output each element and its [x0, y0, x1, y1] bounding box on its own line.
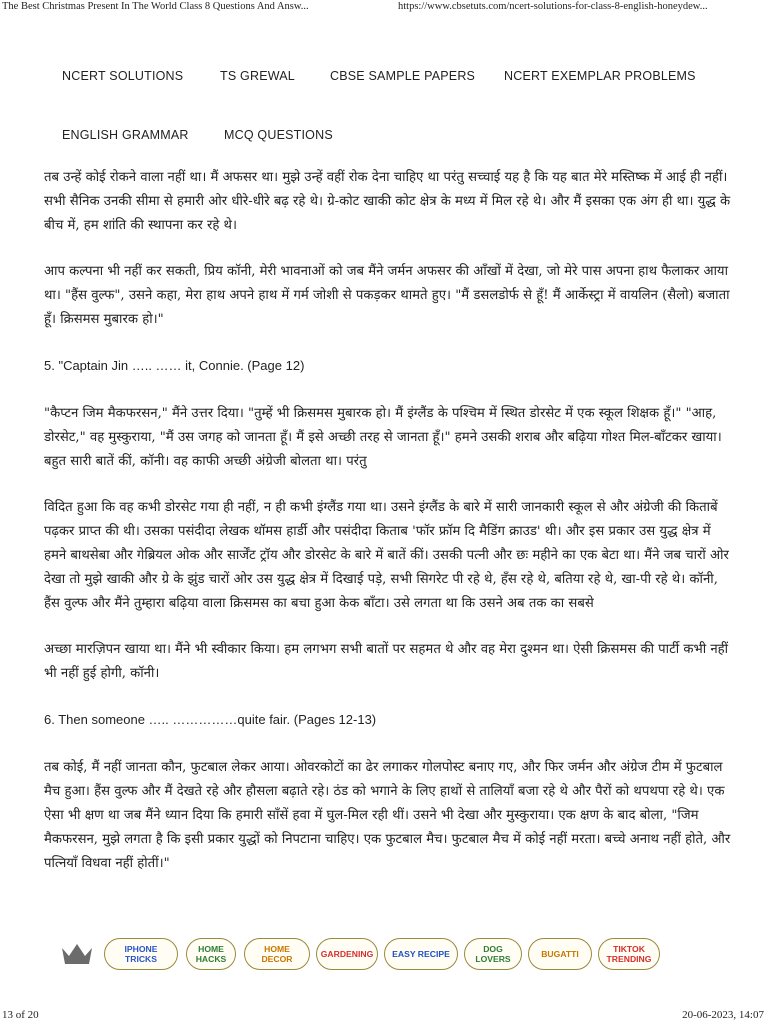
chip-bugatti[interactable]: [528, 938, 592, 970]
print-date: 20-06-2023, 14:07: [682, 1009, 764, 1021]
chip-gardening[interactable]: [316, 938, 378, 970]
chip-home-decor[interactable]: [244, 938, 310, 970]
print-footer: [0, 1008, 768, 1024]
chip-label: IPHONE TRICKS: [124, 944, 158, 964]
chip-home-hacks[interactable]: [186, 938, 236, 970]
nav-mcq-questions[interactable]: MCQ QUESTIONS: [224, 128, 333, 142]
nav-english-grammar[interactable]: ENGLISH GRAMMAR: [62, 128, 189, 142]
document-url: https://www.cbsetuts.com/ncert-solutions-for-class-8-english-honeydew...: [398, 1, 708, 12]
nav-ncert-solutions[interactable]: NCERT SOLUTIONS: [62, 69, 184, 83]
chip-label: DOG LOVERS: [475, 944, 511, 964]
chip-label: BUGATTI: [541, 949, 579, 959]
paragraph: तब उन्हें कोई रोकने वाला नहीं था। मैं अफसर था। मुझे उन्हें वहीं रोक देना चाहिए था परंतु सच्चाई यह है कि यह बात मेरे मस्तिष्क में आई ही नहीं। सभी सैनिक उनकी सीमा से हमारी ओर धीरे-धीरे बढ़ रहे थे। ग्रे-कोट खाकी कोट क्षेत्र के मध्य में मिल रहे थे। और मैं इसका एक अंग ही था। युद्ध के बीच में, हम शांति की स्थापना कर रहे थे।: [44, 170, 731, 233]
paragraph: विदित हुआ कि वह कभी डोरसेट गया ही नहीं, न ही कभी इंग्लैंड गया था। उसने इंग्लैंड के बारे में सारी जानकारी स्कूल से और अंग्रेजी की किताबें पढ़कर प्राप्त की थी। उसका पसंदीदा लेखक थॉमस हार्डी और पसंदीदा किताब 'फॉर फ्रॉम दि मैडिंग क्राउड' थी। और इस प्रकार उस युद्ध क्षेत्र में हमने बाथसेबा और गेब्रियल ओक और सार्जेंट ट्रॉय और डोरसेट के बारे में बातें कीं। उसकी पत्नी और छः महीने का एक बेटा था। मैंने जब चारों ओर देखा तो मुझे खाकी और ग्रे के झुंड चारों ओर उस युद्ध क्षेत्र में दिखाई पड़े, सभी सिगरेट पी रहे थे, हँस रहे थे, बतिया रहे थे, खा-पी रहे थे। कॉनी, हैंस वुल्फ और मैंने तुम्हारा बढ़िया वाला क्रिसमस का बचा हुआ केक बाँटा। उसे लगता था कि उसने अब तक का सबसे: [44, 500, 729, 611]
site-nav: [0, 52, 768, 162]
chip-label: EASY RECIPE: [392, 949, 450, 959]
question-heading: 5. "Captain Jin ….. …… it, Connie. (Page 12): [44, 358, 305, 373]
chip-label: HOME DECOR: [261, 944, 293, 964]
topic-chips-bar: [0, 936, 768, 976]
paragraph: अच्छा मारज़िपन खाया था। मैंने भी स्वीकार किया। हम लगभग सभी बातों पर सहमत थे और वह मेरा दुश्मन था। ऐसी क्रिसमस की पार्टी कभी नहीं भी नहीं हुई होगी, कॉनी।: [44, 642, 729, 681]
nav-cbse-sample-papers[interactable]: CBSE SAMPLE PAPERS: [330, 69, 476, 83]
nav-ncert-exemplar-problems[interactable]: NCERT EXEMPLAR PROBLEMS: [504, 69, 696, 83]
chip-label: GARDENING: [320, 949, 374, 959]
print-header: [0, 0, 768, 16]
paragraph: तब कोई, मैं नहीं जानता कौन, फुटबाल लेकर आया। ओवरकोटों का ढेर लगाकर गोलपोस्ट बनाए गए, और फिर जर्मन और अंग्रेज टीम में फुटबाल मैच हुआ। हैंस वुल्फ और मैं देखते रहे और हौसला बढ़ाते रहे। ठंड को भगाने के लिए हाथों से तालियाँ बजा रहे थे और पैरों को थपथपा रहे थे। एक ऐसा भी क्षण था जब मैंने ध्यान दिया कि हमारी साँसें हवा में घुल-मिल रही थीं। उसने भी देखा और मुस्कुराया। एक क्षण के बाद बोला, "जिम मैकफरसन, मुझे लगता है कि इसी प्रकार युद्धों को निपटाना चाहिए। एक फुटबाल मैच। फुटबाल मैच में कोई नहीं मरता। बच्चे अनाथ नहीं होते, और पत्नियाँ विधवा नहीं होतीं।": [44, 760, 731, 871]
question-heading: 6. Then someone ….. ……………quite fair. (Pages 12-13): [44, 712, 377, 727]
chip-label: TIKTOK TRENDING: [606, 944, 652, 964]
chip-iphone-tricks[interactable]: [104, 938, 178, 970]
article-content: [44, 166, 734, 898]
paragraph: आप कल्पना भी नहीं कर सकती, प्रिय कॉनी, मेरी भावनाओं को जब मैंने जर्मन अफसर की आँखों में देखा, जो मेरे पास अपना हाथ फैलाकर आया था। "हैंस वुल्फ", उसने कहा, मेरा हाथ अपने हाथ में गर्म जोशी से पकड़कर थामते हुए। "मैं डसलडोर्फ से हूँ! मैं आर्केस्ट्रा में वायलिन (सैलो) बजाता हूँ। क्रिसमस मुबारक हो।": [44, 264, 730, 327]
chip-dog-lovers[interactable]: [464, 938, 522, 970]
paragraph: "कैप्टन जिम मैकफरसन," मैंने उत्तर दिया। "तुम्हें भी क्रिसमस मुबारक हो। मैं इंग्लैंड के पश्चिम में स्थित डोरसेट में एक स्कूल शिक्षक हूँ।" "आह, डोरसेट," वह मुस्कुराया, "मैं उस जगह को जानता हूँ। मैं इसे अच्छी तरह से जानता हूँ।" हमने उसकी शराब और बढ़िया गोश्त मिल-बाँटकर खाया। बहुत सारी बातें कीं, कॉनी। वह काफी अच्छी अंग्रेजी बोलता था। परंतु: [44, 406, 722, 469]
chip-easy-recipe[interactable]: [384, 938, 458, 970]
chip-label: HOME HACKS: [195, 944, 227, 964]
document-title: The Best Christmas Present In The World Class 8 Questions And Answ...: [2, 1, 309, 12]
page-number: 13 of 20: [2, 1009, 39, 1021]
nav-ts-grewal[interactable]: TS GREWAL: [220, 69, 295, 83]
chip-tiktok-trending[interactable]: [598, 938, 660, 970]
crown-icon: [60, 942, 94, 966]
